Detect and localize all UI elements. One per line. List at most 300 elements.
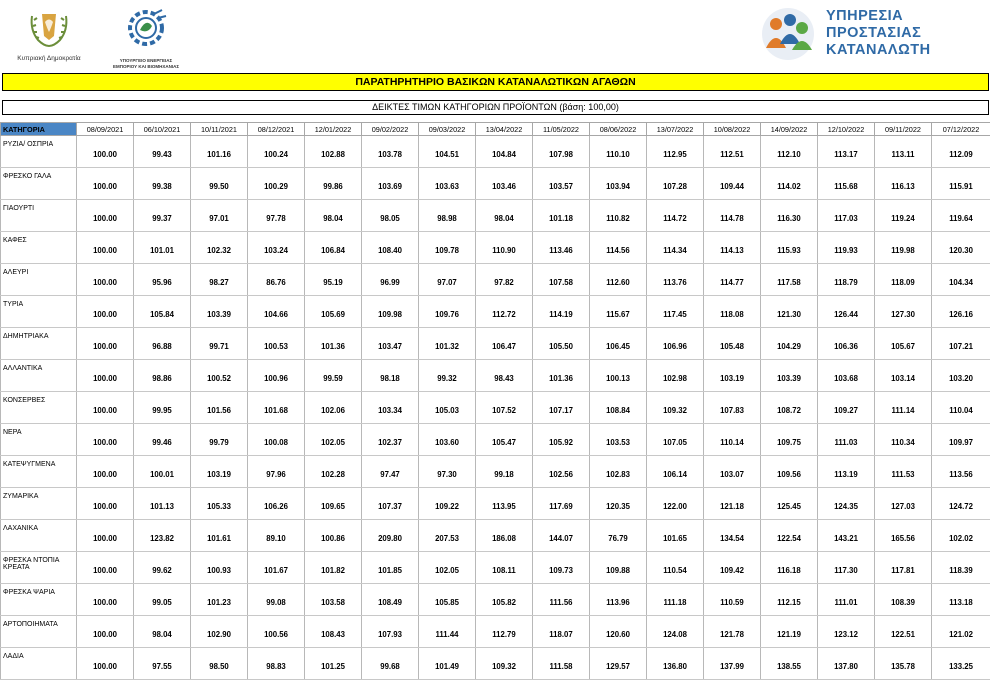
index-value-cell <box>932 360 990 392</box>
index-value-cell <box>134 456 191 488</box>
index-value-cell <box>419 136 476 168</box>
index-value: 100.00 <box>77 182 133 191</box>
index-value: 106.14 <box>647 470 703 479</box>
index-value: 109.88 <box>590 566 646 575</box>
index-value: 117.69 <box>533 502 589 511</box>
index-value-cell <box>248 328 305 360</box>
index-value: 104.84 <box>476 150 532 159</box>
index-value-cell <box>875 232 932 264</box>
index-value-cell <box>134 296 191 328</box>
index-value: 96.99 <box>362 278 418 287</box>
index-value-cell <box>305 296 362 328</box>
index-value-cell <box>362 328 419 360</box>
index-value-cell <box>134 232 191 264</box>
index-value-cell <box>533 328 590 360</box>
index-value: 105.84 <box>134 310 190 319</box>
index-value-cell <box>761 648 818 680</box>
index-value: 103.34 <box>362 406 418 415</box>
index-value-cell <box>248 200 305 232</box>
index-value: 112.10 <box>761 150 817 159</box>
index-value-cell <box>590 584 647 616</box>
index-value-cell <box>134 552 191 584</box>
consumer-protection-logo <box>756 4 956 68</box>
index-value: 101.18 <box>533 214 589 223</box>
index-value: 101.82 <box>305 566 361 575</box>
index-value-cell <box>533 584 590 616</box>
category-name-cell <box>1 520 77 552</box>
index-value-cell <box>818 200 875 232</box>
index-value-cell <box>305 424 362 456</box>
index-value-cell <box>932 648 990 680</box>
index-value: 100.00 <box>77 630 133 639</box>
index-value-cell <box>761 328 818 360</box>
table-row <box>1 296 990 328</box>
index-value: 113.95 <box>476 502 532 511</box>
index-value-cell <box>362 392 419 424</box>
index-value-cell <box>533 488 590 520</box>
index-value-cell <box>761 296 818 328</box>
index-value-cell <box>761 200 818 232</box>
index-value-cell <box>647 424 704 456</box>
index-value: 122.51 <box>875 630 931 639</box>
index-value-cell <box>704 360 761 392</box>
category-name-cell <box>1 648 77 680</box>
index-value-cell <box>134 136 191 168</box>
index-value: 95.19 <box>305 278 361 287</box>
index-value-cell <box>932 392 990 424</box>
index-value: 120.60 <box>590 630 646 639</box>
index-value-cell <box>875 488 932 520</box>
index-value: 99.86 <box>305 182 361 191</box>
index-value-cell <box>533 456 590 488</box>
index-value-cell <box>704 168 761 200</box>
index-value-cell <box>248 360 305 392</box>
index-value: 124.72 <box>932 502 990 511</box>
index-value-cell <box>191 648 248 680</box>
index-value: 111.44 <box>419 630 475 639</box>
index-value: 123.12 <box>818 630 874 639</box>
index-value: 97.07 <box>419 278 475 287</box>
index-value: 115.68 <box>818 182 874 191</box>
index-value-cell <box>305 616 362 648</box>
index-value-cell <box>362 456 419 488</box>
category-name: ΛΑΧΑΝΙΚΑ <box>3 525 76 532</box>
index-value: 117.30 <box>818 566 874 575</box>
index-value: 209.80 <box>362 534 418 543</box>
index-value: 103.69 <box>362 182 418 191</box>
category-name: ΚΑΦΕΣ <box>3 237 76 244</box>
index-value: 116.18 <box>761 566 817 575</box>
index-value-cell <box>305 264 362 296</box>
index-value-cell <box>647 168 704 200</box>
index-value-cell <box>476 520 533 552</box>
index-value: 116.13 <box>875 182 931 191</box>
index-value: 97.82 <box>476 278 532 287</box>
index-value-cell <box>305 360 362 392</box>
index-value: 101.36 <box>305 342 361 351</box>
index-value: 108.43 <box>305 630 361 639</box>
category-name-cell <box>1 328 77 360</box>
index-value: 101.68 <box>248 406 304 415</box>
index-value: 101.13 <box>134 502 190 511</box>
table-row <box>1 200 990 232</box>
index-value-cell <box>419 552 476 584</box>
date-column-header: 07/12/2022 <box>932 123 990 136</box>
index-value: 107.98 <box>533 150 589 159</box>
index-value: 127.30 <box>875 310 931 319</box>
index-value: 99.50 <box>191 182 247 191</box>
consumer-people-icon <box>756 4 820 64</box>
index-value: 107.28 <box>647 182 703 191</box>
index-value: 111.56 <box>533 598 589 607</box>
index-value-cell <box>77 328 134 360</box>
index-value-cell <box>476 552 533 584</box>
date-column-header: 14/09/2022 <box>761 123 818 136</box>
index-value-cell <box>191 424 248 456</box>
index-value: 108.11 <box>476 566 532 575</box>
index-value-cell <box>191 264 248 296</box>
index-value: 98.18 <box>362 374 418 383</box>
index-value: 101.16 <box>191 150 247 159</box>
index-value-cell <box>647 552 704 584</box>
index-value-cell <box>761 424 818 456</box>
table-row <box>1 552 990 584</box>
index-value-cell <box>875 168 932 200</box>
index-value: 100.00 <box>77 342 133 351</box>
category-name-cell <box>1 616 77 648</box>
table-row <box>1 584 990 616</box>
index-value-cell <box>818 552 875 584</box>
date-column-header: 08/12/2021 <box>248 123 305 136</box>
index-value-cell <box>932 584 990 616</box>
index-value: 104.29 <box>761 342 817 351</box>
index-value-cell <box>704 328 761 360</box>
table-body <box>1 136 990 680</box>
index-value: 100.93 <box>191 566 247 575</box>
index-value: 143.21 <box>818 534 874 543</box>
index-value: 100.96 <box>248 374 304 383</box>
index-value-cell <box>419 520 476 552</box>
index-value: 115.67 <box>590 310 646 319</box>
index-value-cell <box>590 488 647 520</box>
index-value-cell <box>932 552 990 584</box>
index-value-cell <box>704 424 761 456</box>
index-value: 103.68 <box>818 374 874 383</box>
index-value: 111.14 <box>875 406 931 415</box>
index-value: 100.00 <box>77 278 133 287</box>
index-value-cell <box>647 264 704 296</box>
cps-line-3: ΚΑΤΑΝΑΛΩΤΗ <box>826 42 931 59</box>
index-value: 99.68 <box>362 662 418 671</box>
index-value: 101.36 <box>533 374 589 383</box>
index-value-cell <box>305 168 362 200</box>
index-value: 108.40 <box>362 246 418 255</box>
index-value-cell <box>533 296 590 328</box>
table-row <box>1 264 990 296</box>
index-value-cell <box>419 232 476 264</box>
index-value-cell <box>647 520 704 552</box>
index-value: 100.56 <box>248 630 304 639</box>
index-value-cell <box>590 648 647 680</box>
index-value: 122.54 <box>761 534 817 543</box>
index-value: 76.79 <box>590 534 646 543</box>
index-value-cell <box>761 264 818 296</box>
index-value: 99.71 <box>191 342 247 351</box>
category-name: ΚΟΝΣΕΡΒΕΣ <box>3 397 76 404</box>
index-value: 101.32 <box>419 342 475 351</box>
index-value-cell <box>476 488 533 520</box>
index-value: 100.00 <box>77 566 133 575</box>
index-value-cell <box>932 520 990 552</box>
index-value-cell <box>476 392 533 424</box>
index-value-cell <box>362 168 419 200</box>
index-value-cell <box>248 456 305 488</box>
index-value: 100.86 <box>305 534 361 543</box>
index-value-cell <box>191 136 248 168</box>
index-value-cell <box>248 552 305 584</box>
index-value: 113.76 <box>647 278 703 287</box>
index-value-cell <box>818 520 875 552</box>
index-value: 110.04 <box>932 406 990 415</box>
index-value-cell <box>476 200 533 232</box>
index-value: 99.59 <box>305 374 361 383</box>
index-value-cell <box>248 616 305 648</box>
index-value-cell <box>191 328 248 360</box>
index-value: 107.05 <box>647 438 703 447</box>
index-value: 113.18 <box>932 598 990 607</box>
category-column-header: ΚΑΤΗΓΟΡΙΑ <box>1 123 77 136</box>
index-value: 103.39 <box>191 310 247 319</box>
index-value: 103.63 <box>419 182 475 191</box>
index-value: 112.60 <box>590 278 646 287</box>
index-value-cell <box>77 200 134 232</box>
index-value-cell <box>191 392 248 424</box>
index-value: 100.00 <box>77 310 133 319</box>
index-value: 136.80 <box>647 662 703 671</box>
index-value-cell <box>77 520 134 552</box>
index-value: 103.07 <box>704 470 760 479</box>
date-column-header: 10/08/2022 <box>704 123 761 136</box>
index-value-cell <box>248 136 305 168</box>
index-value-cell <box>647 296 704 328</box>
index-value-cell <box>875 616 932 648</box>
index-value-cell <box>476 136 533 168</box>
index-value-cell <box>932 328 990 360</box>
index-value-cell <box>305 648 362 680</box>
index-value: 89.10 <box>248 534 304 543</box>
index-value: 108.39 <box>875 598 931 607</box>
index-value: 110.10 <box>590 150 646 159</box>
category-name: ΦΡΕΣΚΑ ΝΤΟΠΙΑ ΚΡΕΑΤΑ <box>3 557 76 571</box>
index-value: 101.61 <box>191 534 247 543</box>
index-value-cell <box>419 328 476 360</box>
index-value: 109.78 <box>419 246 475 255</box>
index-value: 112.51 <box>704 150 760 159</box>
index-value: 100.00 <box>77 470 133 479</box>
index-value-cell <box>305 200 362 232</box>
index-value-cell <box>419 168 476 200</box>
index-value: 112.15 <box>761 598 817 607</box>
index-value: 102.28 <box>305 470 361 479</box>
index-value: 114.72 <box>647 214 703 223</box>
index-value: 98.83 <box>248 662 304 671</box>
index-value: 116.30 <box>761 214 817 223</box>
index-value: 121.18 <box>704 502 760 511</box>
index-value: 112.09 <box>932 150 990 159</box>
index-value-cell <box>704 488 761 520</box>
ministry-caption-2: ΕΜΠΟΡΙΟΥ ΚΑΙ ΒΙΟΜΗΧΑΝΙΑΣ <box>96 64 196 69</box>
index-value: 103.57 <box>533 182 589 191</box>
index-value: 102.98 <box>647 374 703 383</box>
index-value-cell <box>875 296 932 328</box>
index-value: 97.96 <box>248 470 304 479</box>
index-value-cell <box>305 392 362 424</box>
index-value: 109.76 <box>419 310 475 319</box>
index-value-cell <box>590 520 647 552</box>
index-value: 121.19 <box>761 630 817 639</box>
index-value: 103.19 <box>704 374 760 383</box>
index-value: 102.32 <box>191 246 247 255</box>
index-value: 119.93 <box>818 246 874 255</box>
index-value-cell <box>476 264 533 296</box>
index-value: 105.67 <box>875 342 931 351</box>
index-value-cell <box>932 168 990 200</box>
index-value-cell <box>818 488 875 520</box>
index-value: 99.05 <box>134 598 190 607</box>
index-value-cell <box>533 264 590 296</box>
index-value-cell <box>647 392 704 424</box>
table-row <box>1 136 990 168</box>
table-row <box>1 616 990 648</box>
index-value-cell <box>191 360 248 392</box>
index-value-cell <box>647 136 704 168</box>
category-name: ΓΙΑΟΥΡΤΙ <box>3 205 76 212</box>
index-value-cell <box>761 136 818 168</box>
index-value: 113.19 <box>818 470 874 479</box>
index-value-cell <box>134 584 191 616</box>
report-title: ΠΑΡΑΤΗΡΗΤΗΡΙΟ ΒΑΣΙΚΩΝ ΚΑΤΑΝΑΛΩΤΙΚΩΝ ΑΓΑΘΩΝ <box>2 73 989 91</box>
ministry-gear-icon <box>116 4 176 52</box>
index-value: 124.35 <box>818 502 874 511</box>
index-value: 186.08 <box>476 534 532 543</box>
table-header <box>1 123 990 136</box>
index-value-cell <box>647 328 704 360</box>
index-value: 98.86 <box>134 374 190 383</box>
index-value: 121.02 <box>932 630 990 639</box>
index-value: 117.58 <box>761 278 817 287</box>
index-value: 105.50 <box>533 342 589 351</box>
index-value: 135.78 <box>875 662 931 671</box>
index-value: 102.88 <box>305 150 361 159</box>
index-value: 102.05 <box>305 438 361 447</box>
index-value-cell <box>77 136 134 168</box>
index-value: 102.02 <box>932 534 990 543</box>
index-value-cell <box>248 168 305 200</box>
index-value-cell <box>761 168 818 200</box>
index-value: 118.79 <box>818 278 874 287</box>
index-value: 107.37 <box>362 502 418 511</box>
index-value-cell <box>77 168 134 200</box>
header-row <box>1 123 990 136</box>
index-value-cell <box>533 200 590 232</box>
index-value-cell <box>932 296 990 328</box>
table-row <box>1 520 990 552</box>
index-value: 138.55 <box>761 662 817 671</box>
date-column-header: 13/04/2022 <box>476 123 533 136</box>
index-value: 110.82 <box>590 214 646 223</box>
table-row <box>1 424 990 456</box>
index-value-cell <box>77 552 134 584</box>
index-value: 120.35 <box>590 502 646 511</box>
index-value-cell <box>590 424 647 456</box>
index-value: 98.27 <box>191 278 247 287</box>
index-value-cell <box>818 424 875 456</box>
index-value: 99.38 <box>134 182 190 191</box>
index-value: 121.30 <box>761 310 817 319</box>
index-value-cell <box>476 296 533 328</box>
index-value-cell <box>704 456 761 488</box>
index-value: 109.44 <box>704 182 760 191</box>
index-value-cell <box>533 392 590 424</box>
index-value-cell <box>761 456 818 488</box>
index-value: 103.94 <box>590 182 646 191</box>
index-value: 110.14 <box>704 438 760 447</box>
cyprus-caption: Κυπριακή Δημοκρατία <box>14 55 84 62</box>
index-value: 100.13 <box>590 374 646 383</box>
index-value-cell <box>704 616 761 648</box>
index-value: 100.00 <box>77 406 133 415</box>
index-value-cell <box>704 232 761 264</box>
index-value-cell <box>647 232 704 264</box>
index-value: 100.00 <box>77 662 133 671</box>
index-value: 108.49 <box>362 598 418 607</box>
index-value-cell <box>818 168 875 200</box>
index-value-cell <box>761 584 818 616</box>
index-value-cell <box>134 616 191 648</box>
index-value: 118.39 <box>932 566 990 575</box>
date-column-header: 12/10/2022 <box>818 123 875 136</box>
category-name-cell <box>1 200 77 232</box>
index-value: 129.57 <box>590 662 646 671</box>
index-value: 98.04 <box>134 630 190 639</box>
index-value: 105.47 <box>476 438 532 447</box>
index-value: 106.84 <box>305 246 361 255</box>
index-value-cell <box>248 264 305 296</box>
index-value-cell <box>191 520 248 552</box>
index-value-cell <box>818 264 875 296</box>
index-value: 119.98 <box>875 246 931 255</box>
category-name: ΝΕΡΑ <box>3 429 76 436</box>
index-value-cell <box>248 424 305 456</box>
index-value-cell <box>134 392 191 424</box>
index-value-cell <box>590 232 647 264</box>
category-name-cell <box>1 456 77 488</box>
index-value-cell <box>77 616 134 648</box>
index-value: 99.43 <box>134 150 190 159</box>
report-subtitle: ΔΕΙΚΤΕΣ ΤΙΜΩΝ ΚΑΤΗΓΟΡΙΩΝ ΠΡΟΪΟΝΤΩΝ (βάση: 100,00) <box>2 100 989 115</box>
index-value: 111.01 <box>818 598 874 607</box>
date-column-header: 13/07/2022 <box>647 123 704 136</box>
date-column-header: 09/11/2022 <box>875 123 932 136</box>
index-value: 107.17 <box>533 406 589 415</box>
index-value: 109.97 <box>932 438 990 447</box>
index-value: 118.08 <box>704 310 760 319</box>
table-row <box>1 328 990 360</box>
index-value-cell <box>875 392 932 424</box>
index-value: 207.53 <box>419 534 475 543</box>
index-value-cell <box>476 424 533 456</box>
index-value-cell <box>647 200 704 232</box>
